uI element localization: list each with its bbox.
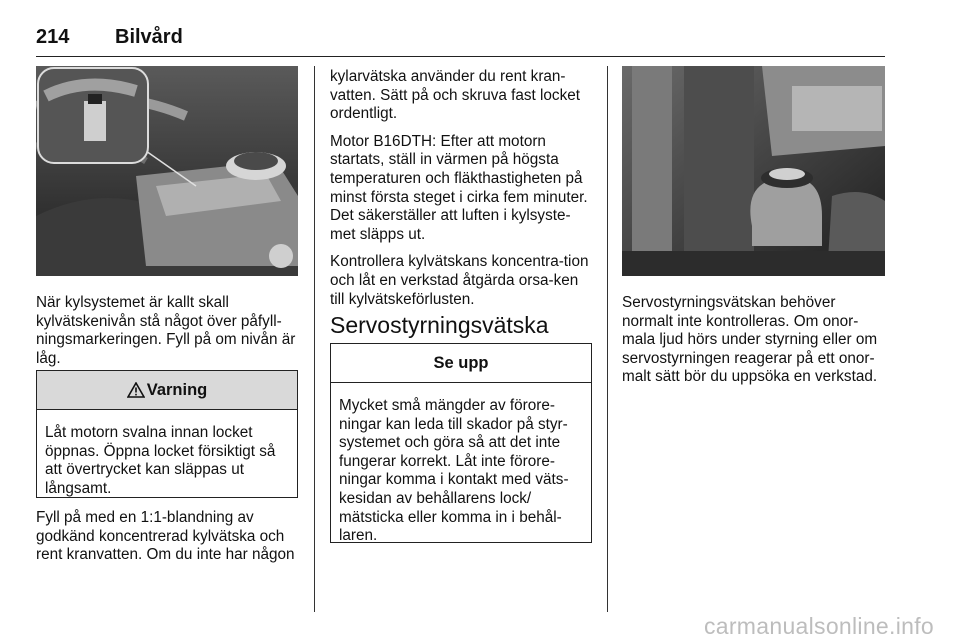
watermark: carmanualsonline.info	[703, 613, 934, 639]
caution-title: Se upp	[433, 353, 489, 372]
b16dth-paragraph: Motor B16DTH: Efter att motorn startats, ställ in värmen på högsta temperaturen och fläkthastigheten på minst första steget i cirka fem minuter. Det säkerställer att luften i kylsyste-met släpps ut.	[330, 132, 588, 243]
section-title: Bilvård	[115, 26, 183, 48]
warning-box	[36, 370, 298, 498]
caution-box	[330, 343, 592, 543]
coolant-level-paragraph: När kylsystemet är kallt skall kylvätskenivån stå något över påfyll-ningsmarkeringen. Fyll på om nivån är låg.	[36, 294, 296, 367]
caution-text: Mycket små mängder av förore-ningar kan leda till skador på styr-systemet och göra så att det inte fungerar korrekt. Låt inte förore-ningar komma i kontakt med väts-kesidan av behållarens lock/ mätsticka eller komma in i behål-laren.	[339, 397, 569, 545]
caution-header	[331, 344, 591, 383]
power-steering-paragraph: Servostyrningsvätskan behöver normalt inte kontrolleras. Om onor-mala ljud hörs under styrning eller om servostyrningen reagerar på ett onor-malt sätt bör du uppsöka en verkstad.	[622, 294, 878, 386]
warning-header	[37, 371, 297, 410]
power-steering-reservoir-photo	[622, 66, 885, 276]
column-divider	[607, 66, 608, 612]
page-number: 214	[36, 26, 70, 48]
power-steering-heading: Servostyrningsvätska	[330, 312, 549, 338]
coolant-fill-paragraph: kylarvätska använder du rent kran-vatten. Sätt på och skruva fast locket ordentligt.	[330, 68, 580, 123]
page-header	[36, 24, 885, 57]
engine-bay-coolant-reservoir-photo	[36, 66, 298, 276]
warning-triangle-icon	[127, 382, 145, 398]
column2-text	[330, 68, 594, 309]
column-divider	[314, 66, 315, 612]
concentration-paragraph: Kontrollera kylvätskans koncentra-tion och låt en verkstad åtgärda orsa-ken till kylvätskeförlusten.	[330, 253, 589, 308]
warning-text: Låt motorn svalna innan locket öppnas. Öppna locket försiktigt så att övertrycket kan släppas ut långsamt.	[45, 424, 276, 497]
refill-paragraph: Fyll på med en 1:1-blandning av godkänd koncentrerad kylvätska och rent kranvatten. Om du inte har någon	[36, 509, 295, 564]
warning-title: Varning	[146, 380, 208, 399]
